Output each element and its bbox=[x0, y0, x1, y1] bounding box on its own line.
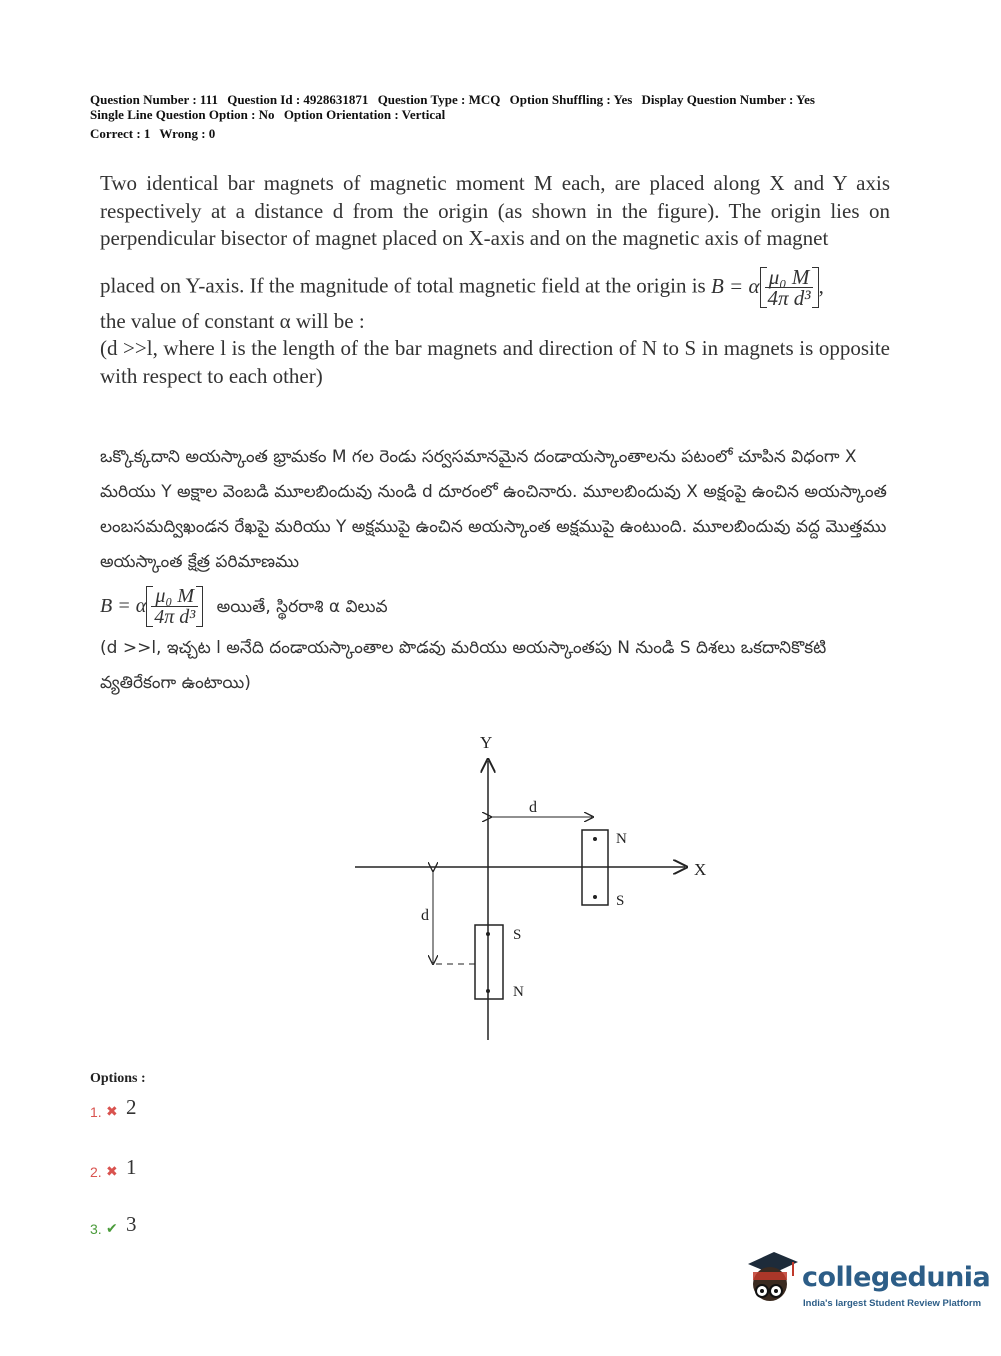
formula-denominator: 4π d³ bbox=[767, 285, 811, 310]
brand-name: collegedunia bbox=[802, 1262, 991, 1293]
telugu-formula bbox=[100, 586, 203, 627]
cross-icon: ✖ bbox=[106, 1104, 118, 1120]
formula-lhs: B = α bbox=[710, 274, 760, 299]
d-left-label: d bbox=[421, 907, 429, 924]
option-orientation: Option Orientation : Vertical bbox=[283, 107, 446, 122]
y-axis-label: Y bbox=[480, 735, 493, 752]
check-icon: ✔ bbox=[106, 1221, 118, 1237]
telugu-formula-lhs: B = α bbox=[100, 595, 147, 617]
question-id: Question Id : 4928631871 bbox=[227, 92, 369, 107]
option-3-value: 3 bbox=[126, 1212, 137, 1236]
option-shuffling: Option Shuffling : Yes bbox=[509, 92, 633, 107]
question-meta bbox=[90, 92, 821, 141]
english-line-2-prefix: placed on Y-axis. If the magnitude of total magnetic field at the origin is bbox=[100, 272, 706, 297]
telugu-question bbox=[100, 440, 890, 701]
option-2-number: 2. bbox=[90, 1164, 102, 1180]
option-1-value: 2 bbox=[126, 1095, 137, 1119]
option-3-number: 3. bbox=[90, 1221, 102, 1237]
magnet-y bbox=[475, 925, 503, 999]
magnet-x-north: N bbox=[616, 831, 627, 847]
x-axis-label: X bbox=[694, 860, 707, 879]
wrong-marks: Wrong : 0 bbox=[159, 126, 216, 141]
english-line-1: Two identical bar magnets of magnetic moment M each, are placed along X and Y axis respectively at a distance d from the origin (as shown in the figure). The origin lies on perpendicular bisector of magnet placed on X-axis and on the magnetic axis of magnet bbox=[100, 171, 890, 250]
magnet-x-south: S bbox=[616, 893, 625, 909]
question-type: Question Type : MCQ bbox=[377, 92, 501, 107]
telugu-formula-numerator: μ₀ M bbox=[151, 586, 198, 607]
magnet-figure bbox=[340, 735, 720, 1045]
option-2-value: 1 bbox=[126, 1155, 137, 1179]
option-1-number: 1. bbox=[90, 1104, 102, 1120]
collegedunia-logo bbox=[740, 1248, 991, 1318]
telugu-para-1: ఒక్కొక్కదాని అయస్కాంత భ్రామకం M గల రెండు సర్వసమానమైన దండాయస్కాంతాలను పటంలో చూపిన విధంగా X మరియు Y అక్షాల వెంబడి మూలబిందువు నుండి d దూరంలో ఉంచినారు. మూలబిందువు X అక్షంపై ఉంచిన అయస్కాంత లంబసమద్విఖండన రేఖపై మరియు Y అక్షముపై ఉంచిన అయస్కాంత అక్షముపై ఉంటుంది. మూలబిందువు వద్ద మొత్తము అయస్కాంత క్షేత్ర పరిమాణము bbox=[100, 447, 887, 572]
correct-marks: Correct : 1 bbox=[90, 126, 151, 141]
magnet-y-north: N bbox=[513, 984, 524, 1000]
english-line-2 bbox=[100, 264, 890, 310]
formula-numerator: μ₀ M bbox=[765, 267, 814, 288]
cross-icon: ✖ bbox=[106, 1164, 118, 1180]
telugu-para-2: (d >>l, ఇచ్చట l అనేది దండాయస్కాంతాల పొడవు మరియు అయస్కాంతపు N నుండి S దిశలు ఒకదానికొకటి వ్యతిరేకంగా ఉంటాయి) bbox=[100, 638, 827, 693]
telugu-formula-line bbox=[100, 586, 890, 627]
d-top-label: d bbox=[529, 799, 537, 816]
option-2[interactable] bbox=[90, 1155, 137, 1180]
display-question-number: Display Question Number : Yes bbox=[641, 92, 815, 107]
options-label: Options : bbox=[90, 1071, 146, 1086]
option-1[interactable] bbox=[90, 1095, 137, 1120]
magnet-y-south: S bbox=[513, 927, 522, 943]
english-line-3: the value of constant α will be : bbox=[100, 308, 365, 333]
mascot-icon bbox=[740, 1248, 802, 1310]
english-line-4: (d >>l, where l is the length of the bar magnets and direction of N to S in magnets is opposite with respect to each other) bbox=[100, 336, 890, 388]
telugu-formula-suffix: అయితే, స్థిరరాశి α విలువ bbox=[216, 596, 388, 617]
brand-tagline: India's largest Student Review Platform bbox=[803, 1298, 982, 1309]
english-question bbox=[100, 170, 890, 390]
option-3[interactable] bbox=[90, 1212, 137, 1237]
english-formula bbox=[710, 264, 824, 310]
formula-bracket bbox=[760, 264, 819, 310]
telugu-formula-denominator: 4π d³ bbox=[154, 606, 196, 628]
formula-suffix: , bbox=[818, 274, 824, 299]
single-line-option: Single Line Question Option : No bbox=[90, 107, 275, 122]
question-number: Question Number : 111 bbox=[90, 92, 218, 107]
